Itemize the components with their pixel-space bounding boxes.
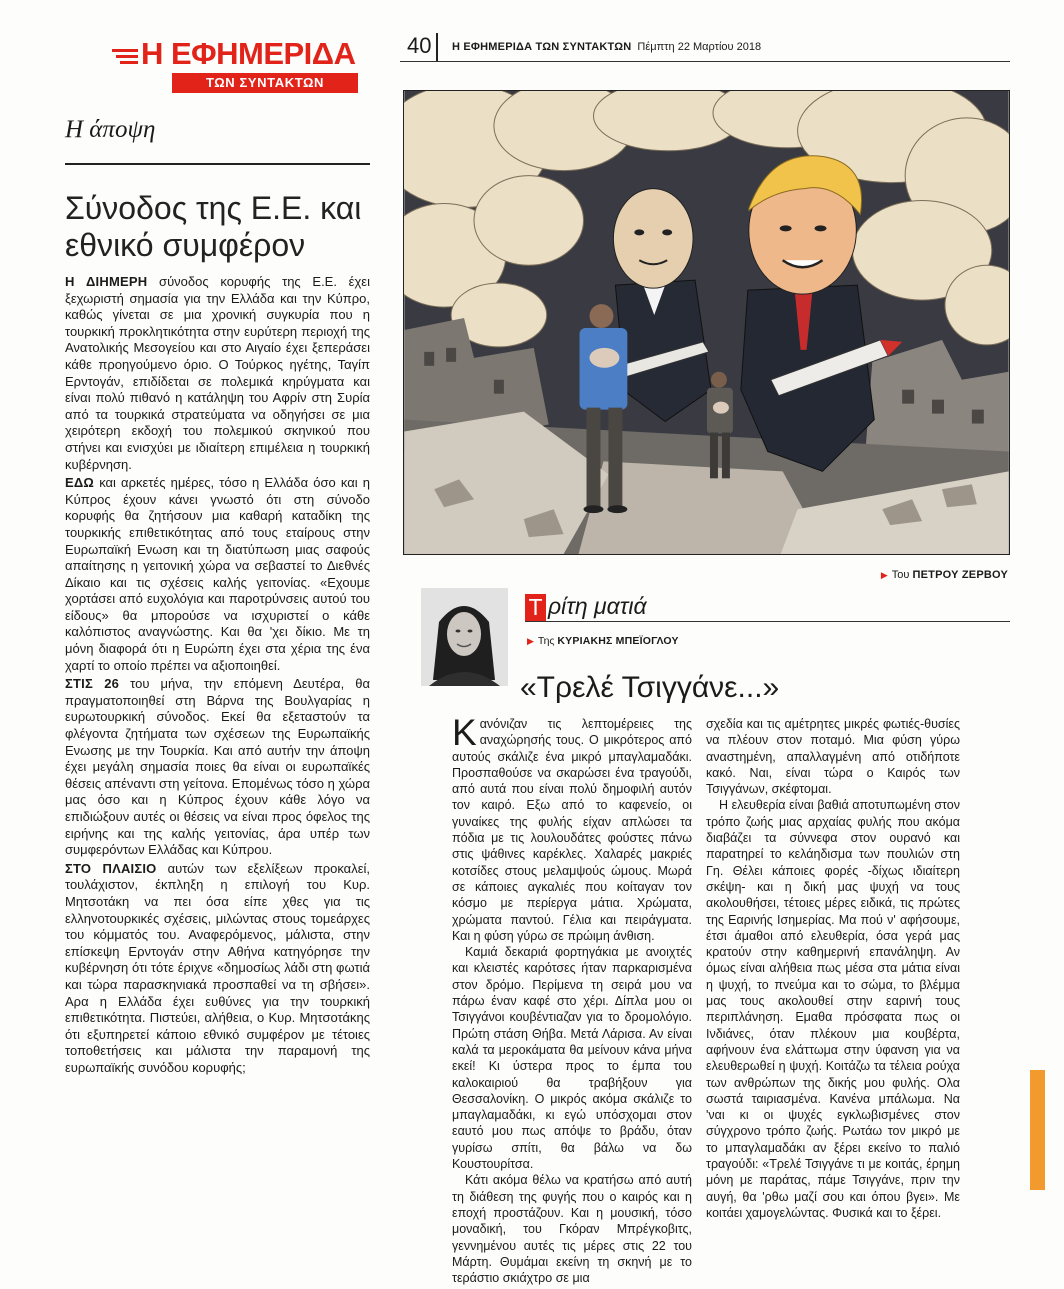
header-rule xyxy=(400,61,1010,62)
logo-speed-line xyxy=(116,55,138,58)
logo-speed-line xyxy=(120,61,138,64)
column-text-left xyxy=(452,712,692,1286)
headline-line: εθνικό συμφέρον xyxy=(65,227,306,263)
opinion-paragraph xyxy=(65,861,370,1077)
logo-speed-line xyxy=(112,49,138,52)
paragraph-text: του μήνα, την επόμενη Δευτέρα, θα πραγματοποιηθεί στη Βάρνα της Βουλγαρίας η ευρωτουρκική σύνοδος. Εκεί θα εξεταστούν τα φλέγοντα ζητήματα των σχέσεων της Ευρωπαϊκής Ενωσης με την Τουρκία. Και από αυτήν την άποψη έχει μεγάλη σημασία ποιες θα είναι οι ευρωπαϊκές θέσεις απέναντι στη γείτονα. Επομένως τόσο η χώρα μας όσο και η Κύπρος έχουν κάθε λόγο να επιδιώξουν αυτές οι θέσεις να είναι προς όφελος της ειρήνης και της καλής γειτονίας, άρα υπέρ των συμφερόντων Ελλάδας και Κύπρου. xyxy=(65,676,370,858)
byline-prefix: Της xyxy=(537,635,555,647)
paragraph-text: σύνοδος κορυφής της Ε.Ε. έχει ξεχωριστή σημασία για την Ελλάδα και την Κύπρο, καθώς γίνεται σε μια χρονική συγκυρία που η τουρκική προκλητικότητα στην ευρύτερη περιοχή της Ανατολικής Μεσογείου και στο Αιγαίο έχει ξεπεράσει κάθε προηγούμενο όριο. Ο Τούρκος ηγέτης, Ταγίπ Ερντογάν, επιδίδεται σε πολεμικά κηρύγματα και είναι πολύ πιθανό η κατάληψη του Αφρίν στη Συρία από τα τουρκικά στρατεύματα να οδηγήσει σε μια χειρότερη εκδοχή του πολεμικού σκηνικού που στήνει και ενισχύει με ιδιαίτερη επιμέλεια η τουρκική κυβέρνηση. xyxy=(65,274,370,472)
paragraph-lead: ΣΤΟ ΠΛΑΙΣΙΟ xyxy=(65,860,157,876)
logo-title: Η ΕΦΗΜΕΡΙΔΑ xyxy=(141,36,356,71)
paragraph-text: και αρκετές ημέρες, τόσο η Ελλάδα όσο και η Κύπρος έχουν κάνει γνωστό ότι στη σύνοδο κορυφής θα ζητήσουν μια καθαρή καταδίκη της τουρκικής επιθετικότητας από τους εταίρους στην Ευρωπαϊκή Ενωση και τη διατύπωση μιας σαφούς απαίτησης η γειτονική χώρα να σεβαστεί το Διεθνές Δίκαιο και τις σχέσεις καλής γειτονίας. «Εχουμε χορτάσει από ευχολόγια και παροτρύνσεις αυτού του είδους» θα μπορούσε να ισχυριστεί ο κάθε καλόπιστος αναγνώστης. Και θα 'χει δίκιο. Με τη μόνη διαφορά ότι η Ευρώπη έχει στα χέρια της ένα χαρτί το οποίο πρέπει να αξιοποιηθεί. xyxy=(65,475,370,673)
page-number: 40 xyxy=(407,33,432,58)
paragraph-lead: ΣΤΙΣ 26 xyxy=(65,676,120,692)
smoke-cloud xyxy=(474,176,584,266)
headline-line: Σύνοδος της Ε.Ε. και xyxy=(65,190,362,226)
author-photo xyxy=(421,588,508,686)
column-paragraph: Κανόνιζαν τις λεπτομέρειες της αναχώρησής τους. Ο μικρότερος από αυτούς σκάλιζε ένα μικρό μπαγλαμαδάκι. Προσπαθούσε να σκαρώσει ένα τραγούδι, από αυτά που είναι πολύ δημοφιλή αυτόν τον καιρό. Εξω από το καφενείο, οι γυναίκες της φυλής είχαν απλώσει τα πόδια με τις λουλουδάτες φούστες πάνω στις ψάθινες καρέκλες. Χαλαρές μακριές κοτσίδες στους μελαμψούς ώμους. Μωρά σε κάποιες αγκαλιές που κοίταγαν τον κόσμο με περίεργα μάτια. Χρώματα, χρώματα παντού. Γέλια και πειράγματα. Και η φύση γύρω σε πρώιμη άνθιση. xyxy=(452,712,692,943)
header-publication: Η ΕΦΗΜΕΡΙΔΑ ΤΩΝ ΣΥΝΤΑΚΤΩΝ xyxy=(452,41,632,53)
editorial-cartoon xyxy=(403,90,1010,555)
byline-name: ΚΥΡΙΑΚΗΣ ΜΠΕΪΟΓΛΟΥ xyxy=(557,635,679,647)
credit-prefix: Του xyxy=(891,569,910,581)
caricature-left-head xyxy=(613,189,693,289)
section-rule xyxy=(525,621,1010,622)
paragraph-text: αυτών των εξελίξεων προκαλεί, τουλάχιστον, έκπληξη η επιλογή του Κυρ. Μητσοτάκη να πει όσα είπε χθες για τις ελληνοτουρκικές σχέσεις, μιλώντας στους τομεάρχες του κόμματός του. Αναφερόμενος, μάλιστα, στην επίσκεψη Ερντογάν στην Αθήνα κατηγόρησε την κυβέρνηση ότι τότε έριχνε «δημοσίως λάδι στη φωτιά και τώρα παρασκηνιακά προσπαθεί να τη σβήσει». Αρα η Ελλάδα έχει ευθύνες για την τουρκική επιθετικότητα. Πιστεύει, αλήθεια, ο Κυρ. Μητσοτάκης ότι εξυπηρετεί κάποιο εθνικό συμφέρον με τέτοιες τοποθετήσεις και μάλιστα την παραμονή της ευρωπαϊκής συνόδου κορυφής; xyxy=(65,860,370,1075)
cartoon-credit xyxy=(881,568,1008,582)
column-paragraph: Καμιά δεκαριά φορτηγάκια με ανοιχτές και κλειστές καρότσες ήταν παρκαρισμένα στον δρόμο. Περίμενα τη σειρά μου να πάρω έναν καφέ στο χέρι. Δίπλα μου οι Τσιγγάνοι κουβέντιαζαν για το δρομολόγιο. Πρώτη στάση Θήβα. Μετά Λάρισα. Αν είναι καλά τα μεροκάματα θα μείνουν κάνα μήνα εκεί! Κι ύστερα προς το έμπα του καλοκαιριού θα τραβήξουν για Θεσσαλονίκη. Ο μικρός ακόμα σκάλιζε το μπαγλαμαδάκι, κι εγώ υπόσχομαι στον εαυτό μου πως απόψε το βράδυ, όταν γυρίσω σπίτι, θα βάλω να δω Κουστουρίτσα. xyxy=(452,945,692,1172)
column-paragraph: Η ελευθερία είναι βαθιά αποτυπωμένη στον τρόπο ζωής μιας αρχαίας φυλής που ακόμα διαβάζει τα σύννεφα στον ουρανό και παρατηρεί το κελάηδισμα των πουλιών στη Γη. Θέλει κάποιες φορές -δίχως ιδιαίτερη σκέψη- και η δική μας ψυχή να τους ακολουθήσει, τέτοιες μέρες ειδικά, τις πρώτες της Εαρινής Ισημερίας. Μα πού ν' αφήσουμε, έτσι άμαθοι από ελευθερία, όσα γερά μας κρατούν στην καθημερινή επανάληψη. Αν όμως είναι αλήθεια πως μέσα στα μάτια είναι η ψυχή, το πνεύμα και το σώμα, το βλέμμα μας τους ακολουθεί στην εαρινή τους περιπλάνηση. Εμαθα πρόσφατα πως οι Ινδιάνες, όταν πλέκουν μια κουβέρτα, αφήνουν ένα ελάττωμα στην ύφανση για να ελευθερωθεί η ψυχή. Κοιτάζω τα τέλεια ρούχα των ανθρώπων της δικής μου φυλής. Ολα σωστά ταιριασμένα. Κανένα μπάλωμα. Να 'ναι κι οι ψυχές εγκλωβισμένες στον σύγχρονο τρόπο ζωής. Ρωτάω τον μικρό με το μπαγλαμαδάκι αν ξέρει εκείνο το παλιό τραγούδι: «Τρελέ Τσιγγάνε τι με κοιτάς, έρημη μόνη με παράτας, πάμε Τσιγγάνε, πριν την αυγή, θα 'ρθω μαζί σου και όπου βγει». Με κοιτάει χαμογελώντας. Φυσικά και το ξέρει. xyxy=(706,798,960,1220)
page-edge-tab xyxy=(1030,1070,1045,1190)
opinion-paragraph xyxy=(65,274,370,473)
paragraph-lead: Η ΔΙΗΜΕΡΗ xyxy=(65,274,148,289)
section-rule xyxy=(65,163,370,165)
header-date: Πέμπτη 22 Μαρτίου 2018 xyxy=(637,41,762,53)
column-paragraph: Κάτι ακόμα θέλω να κρατήσω από αυτή τη διάθεση της φυγής που ο καιρός και η εποχή προστάζουν. Και η μουσική, τόσο μοναδική, του Γκόραν Μπρέγκοβιτς, γεννημένου αυτές τις μέρες στις 22 του Μάρτη. Θυμάμαι εκείνη τη σκηνή με το τεράστιο σκιάχτρο σε μια xyxy=(452,1173,692,1286)
author-face xyxy=(447,612,481,656)
section-title-rest: ρίτη ματιά xyxy=(548,593,647,619)
section-label-opinion: Η άποψη xyxy=(65,116,156,143)
child xyxy=(590,348,620,368)
logo-subtitle: ΤΩΝ ΣΥΝΤΑΚΤΩΝ xyxy=(172,73,358,93)
triangle-bullet-icon: ▶ xyxy=(880,570,888,580)
cartoon-illustration xyxy=(404,91,1009,554)
credit-name: ΠΕΤΡΟΥ ΖΕΡΒΟΥ xyxy=(912,569,1008,581)
opinion-body xyxy=(65,274,370,1079)
section-initial: Τ xyxy=(525,594,546,621)
opinion-paragraph xyxy=(65,676,370,859)
page-header xyxy=(452,40,761,54)
header-divider xyxy=(436,33,438,62)
paragraph-lead: ΕΔΩ xyxy=(65,475,95,491)
column-paragraph: σχεδία και τις αμέτρητες μικρές φωτιές-θυσίες να πλέουν στον ποταμό. Μια φύση γύρω αναστημένη, απαλλαγμένη από οτιδήποτε κακό. Ναι, είναι τώρα ο Καιρός των Τσιγγάνων, σκέφτομαι. xyxy=(706,717,960,797)
triangle-bullet-icon: ▶ xyxy=(527,636,534,646)
column-title: «Τρελέ Τσιγγάνε...» xyxy=(520,671,780,704)
column-text-right xyxy=(706,716,960,1221)
opinion-paragraph xyxy=(65,475,370,674)
column-byline xyxy=(527,635,679,648)
opinion-headline xyxy=(65,190,375,264)
